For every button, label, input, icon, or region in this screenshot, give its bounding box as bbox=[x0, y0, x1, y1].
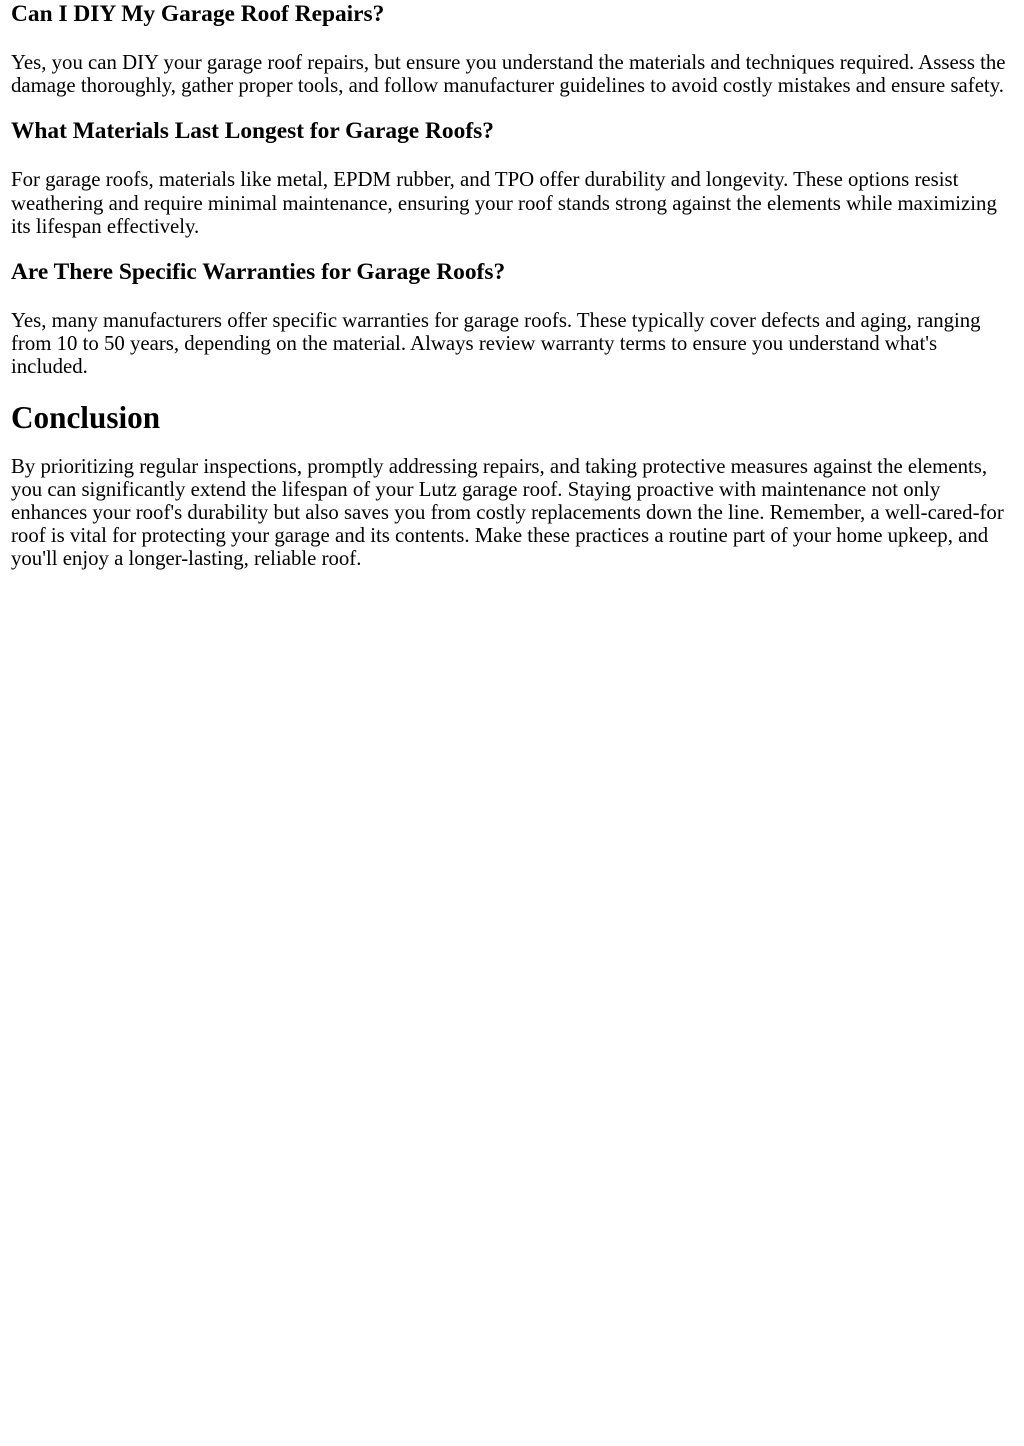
conclusion-section bbox=[11, 400, 1016, 571]
faq-question-materials: What Materials Last Longest for Garage Roofs? bbox=[11, 118, 494, 145]
faq-answer-materials: For garage roofs, materials like metal, EPDM rubber, and TPO offer durability and longevity. These options resist weathering and require minimal maintenance, ensuring your roof stands strong against the elements while maximizing its lifespan effectively. bbox=[11, 168, 997, 238]
faq-question-diy: Can I DIY My Garage Roof Repairs? bbox=[11, 1, 385, 27]
faq-answer-warranties: Yes, many manufacturers offer specific warranties for garage roofs. These typically cover defects and aging, ranging from 10 to 50 years, depending on the material. Always review warranty terms to ensure you understand what's included. bbox=[11, 309, 981, 379]
faq-answer-diy: Yes, you can DIY your garage roof repairs, but ensure you understand the materials and techniques required. Assess the damage thoroughly, gather proper tools, and follow manufacturer guidelines to avoid costly mistakes and ensure safety. bbox=[11, 51, 1006, 98]
faq-section bbox=[11, 0, 1016, 379]
conclusion-body: By prioritizing regular inspections, promptly addressing repairs, and taking protective measures against the elements, you can significantly extend the lifespan of your Lutz garage roof. Staying proactive with maintenance not only enhances your roof's durability but also saves you from costly replacements down the line. Remember, a well-cared-for roof is vital for protecting your garage and its contents. Make these practices a routine part of your home upkeep, and you'll enjoy a longer-lasting, reliable roof. bbox=[11, 454, 1004, 571]
conclusion-heading: Conclusion bbox=[11, 399, 161, 435]
faq-question-warranties: Are There Specific Warranties for Garage Roofs? bbox=[11, 259, 506, 286]
